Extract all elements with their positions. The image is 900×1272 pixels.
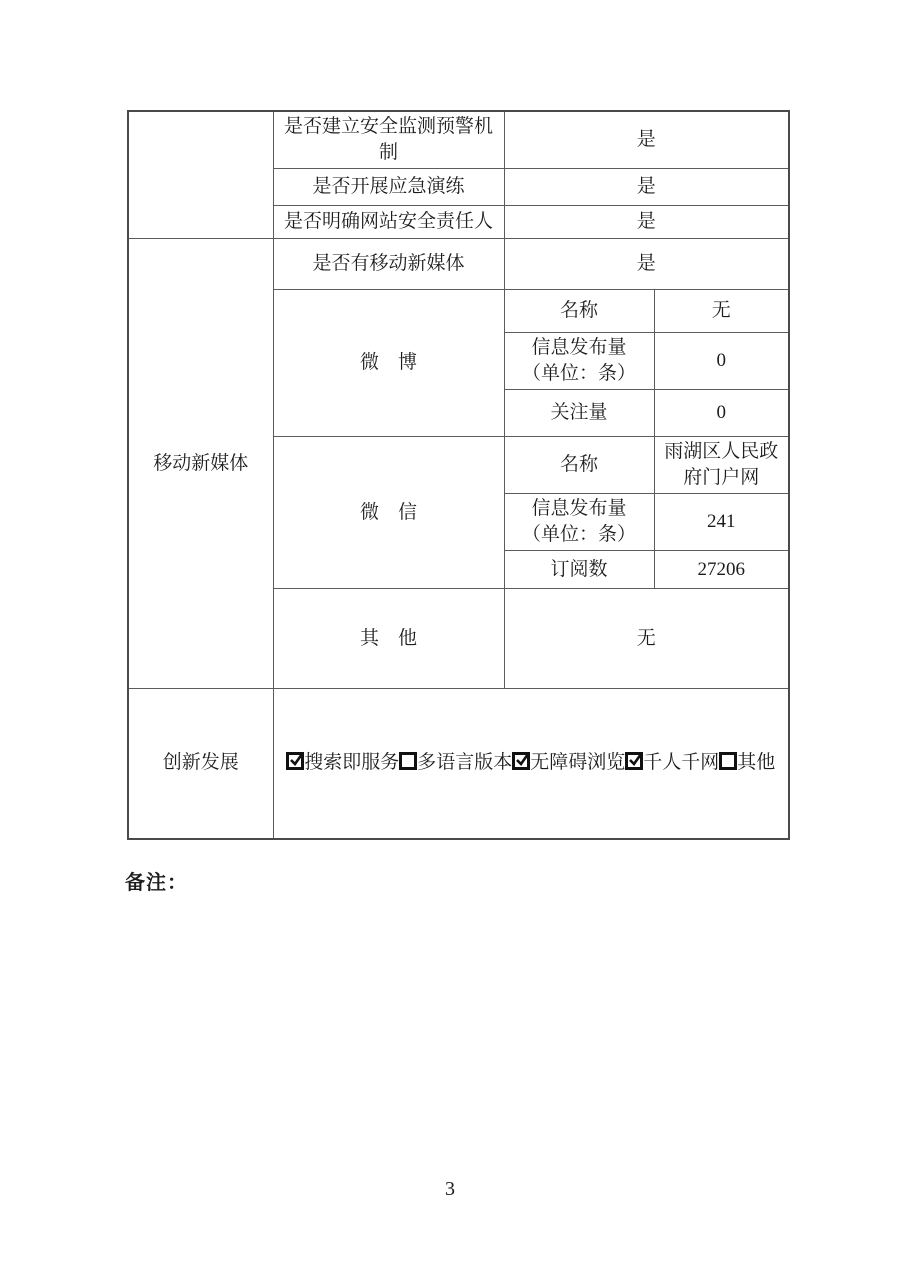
table-row <box>128 689 789 839</box>
group-cell-wechat: 微 信 <box>273 437 504 589</box>
checked-checkbox-icon[interactable] <box>625 752 643 770</box>
row-label: 关注量 <box>504 390 654 437</box>
innovation-option <box>512 752 625 773</box>
innovation-options-cell <box>273 689 789 839</box>
row-value: 无 <box>654 290 789 333</box>
innovation-option-label: 其他 <box>737 752 776 774</box>
row-value: 是 <box>504 239 789 290</box>
innovation-options <box>283 750 780 776</box>
row-label: 是否有移动新媒体 <box>273 239 504 290</box>
row-value: 是 <box>504 206 789 239</box>
section-cell-continued <box>128 111 273 239</box>
row-label: 名称 <box>504 437 654 494</box>
innovation-option <box>719 752 775 773</box>
innovation-option-label: 搜索即服务 <box>304 752 400 774</box>
innovation-option-label: 多语言版本 <box>417 752 513 774</box>
section-cell-mobile-media: 移动新媒体 <box>128 239 273 689</box>
group-cell-other: 其 他 <box>273 589 504 689</box>
table-row <box>128 239 789 290</box>
innovation-option-label: 无障碍浏览 <box>530 752 626 774</box>
innovation-option-label: 千人千网 <box>643 752 720 774</box>
innovation-option <box>399 752 512 773</box>
row-value: 是 <box>504 169 789 206</box>
row-value: 0 <box>654 390 789 437</box>
annual-report-table <box>127 110 790 840</box>
row-label: 是否开展应急演练 <box>273 169 504 206</box>
section-cell-innovation: 创新发展 <box>128 689 273 839</box>
row-label: 名称 <box>504 290 654 333</box>
row-value: 是 <box>504 111 789 169</box>
row-value: 无 <box>504 589 789 689</box>
table-row <box>128 111 789 169</box>
remarks-label: 备注： <box>125 872 188 894</box>
row-label: 信息发布量（单位：条） <box>504 333 654 390</box>
row-label: 订阅数 <box>504 551 654 589</box>
row-label: 是否明确网站安全责任人 <box>273 206 504 239</box>
row-label: 是否建立安全监测预警机制 <box>273 111 504 169</box>
innovation-option <box>625 752 719 773</box>
checked-checkbox-icon[interactable] <box>286 752 304 770</box>
innovation-option <box>286 752 399 773</box>
checked-checkbox-icon[interactable] <box>512 752 530 770</box>
row-value: 0 <box>654 333 789 390</box>
row-value: 雨湖区人民政府门户网 <box>654 437 789 494</box>
group-cell-weibo: 微 博 <box>273 290 504 437</box>
row-value: 241 <box>654 494 789 551</box>
page-number: 3 <box>445 1178 455 1200</box>
row-value: 27206 <box>654 551 789 589</box>
row-label: 信息发布量（单位：条） <box>504 494 654 551</box>
unchecked-checkbox-icon[interactable] <box>399 752 417 770</box>
unchecked-checkbox-icon[interactable] <box>719 752 737 770</box>
